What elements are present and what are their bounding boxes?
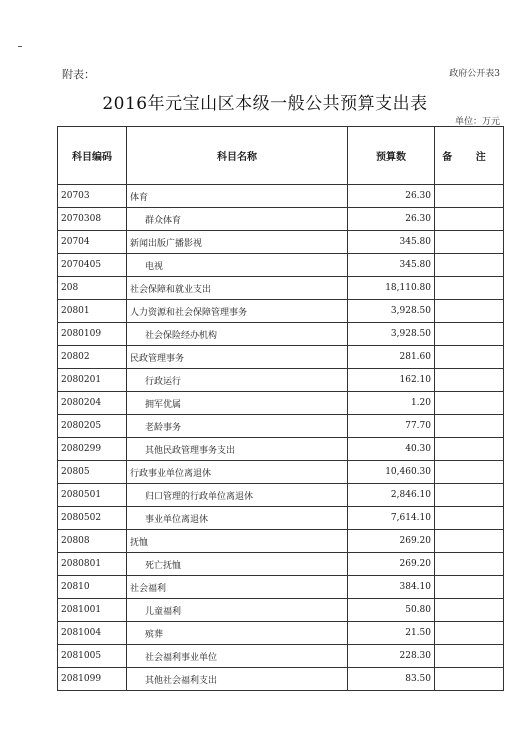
table-row [58, 415, 504, 438]
note-cell [435, 185, 504, 208]
code-cell: 2080201 [58, 369, 127, 392]
name-cell: 民政管理事务 [127, 346, 348, 369]
amount-cell: 77.70 [348, 415, 435, 438]
amount-cell: 40.30 [348, 438, 435, 461]
name-cell: 电视 [127, 254, 348, 277]
code-cell: 2081001 [58, 599, 127, 622]
table-row [58, 553, 504, 576]
note-cell [435, 553, 504, 576]
code-cell: 2081099 [58, 668, 127, 691]
amount-cell: 21.50 [348, 622, 435, 645]
name-cell: 事业单位离退休 [127, 507, 348, 530]
code-cell: 20810 [58, 576, 127, 599]
table-row [58, 277, 504, 300]
table-row [58, 622, 504, 645]
note-cell [435, 484, 504, 507]
table-row [58, 392, 504, 415]
amount-cell: 18,110.80 [348, 277, 435, 300]
code-cell: 2081004 [58, 622, 127, 645]
column-header-note: 备 注 [435, 127, 504, 185]
code-cell: 20802 [58, 346, 127, 369]
table-row [58, 530, 504, 553]
amount-cell: 26.30 [348, 208, 435, 231]
code-cell: 20703 [58, 185, 127, 208]
name-cell: 社会福利事业单位 [127, 645, 348, 668]
note-cell [435, 530, 504, 553]
table-number: 政府公开表3 [449, 69, 500, 79]
name-cell: 新闻出版广播影视 [127, 231, 348, 254]
amount-cell: 10,460.30 [348, 461, 435, 484]
code-cell: 20801 [58, 300, 127, 323]
amount-cell: 3,928.50 [348, 300, 435, 323]
name-cell: 群众体育 [127, 208, 348, 231]
table-row [58, 668, 504, 691]
name-cell: 死亡抚恤 [127, 553, 348, 576]
name-cell: 老龄事务 [127, 415, 348, 438]
note-cell [435, 346, 504, 369]
name-cell: 社会福利 [127, 576, 348, 599]
table-row [58, 300, 504, 323]
unit-label: 单位：万元 [454, 117, 500, 127]
amount-cell: 3,928.50 [348, 323, 435, 346]
name-cell: 儿童福利 [127, 599, 348, 622]
code-cell: 2081005 [58, 645, 127, 668]
table-row [58, 346, 504, 369]
amount-cell: 50.80 [348, 599, 435, 622]
table-row [58, 254, 504, 277]
table-header-row [58, 127, 504, 185]
note-cell [435, 507, 504, 530]
name-cell: 行政事业单位离退休 [127, 461, 348, 484]
table-row [58, 599, 504, 622]
note-cell [435, 208, 504, 231]
amount-cell: 345.80 [348, 231, 435, 254]
column-header-code: 科目编码 [58, 127, 127, 185]
amount-cell: 281.60 [348, 346, 435, 369]
note-cell [435, 461, 504, 484]
table-row [58, 208, 504, 231]
code-cell: 2080801 [58, 553, 127, 576]
code-cell: 20704 [58, 231, 127, 254]
code-cell: 2080501 [58, 484, 127, 507]
name-cell: 抚恤 [127, 530, 348, 553]
amount-cell: 384.10 [348, 576, 435, 599]
amount-cell: 269.20 [348, 553, 435, 576]
note-cell [435, 392, 504, 415]
name-cell: 行政运行 [127, 369, 348, 392]
note-cell [435, 323, 504, 346]
amount-cell: 1.20 [348, 392, 435, 415]
amount-cell: 83.50 [348, 668, 435, 691]
note-cell [435, 277, 504, 300]
table-row [58, 231, 504, 254]
name-cell: 其他民政管理事务支出 [127, 438, 348, 461]
code-cell: 2070308 [58, 208, 127, 231]
code-cell: 2080299 [58, 438, 127, 461]
amount-cell: 2,846.10 [348, 484, 435, 507]
code-cell: 2080205 [58, 415, 127, 438]
code-cell: 20805 [58, 461, 127, 484]
amount-cell: 269.20 [348, 530, 435, 553]
table-row [58, 507, 504, 530]
name-cell: 拥军优属 [127, 392, 348, 415]
name-cell: 社会保险经办机构 [127, 323, 348, 346]
amount-cell: 26.30 [348, 185, 435, 208]
page-title: 2016年元宝山区本级一般公共预算支出表 [102, 94, 428, 114]
note-cell [435, 369, 504, 392]
table-row [58, 185, 504, 208]
name-cell: 其他社会福利支出 [127, 668, 348, 691]
name-cell: 体育 [127, 185, 348, 208]
note-cell [435, 254, 504, 277]
column-header-amount: 预算数 [348, 127, 435, 185]
amount-cell: 7,614.10 [348, 507, 435, 530]
name-cell: 归口管理的行政单位离退休 [127, 484, 348, 507]
attachment-label: 附表： [62, 68, 95, 81]
table-body [58, 185, 504, 691]
code-cell: 2080109 [58, 323, 127, 346]
note-cell [435, 645, 504, 668]
table-row [58, 323, 504, 346]
note-cell [435, 231, 504, 254]
table-row [58, 576, 504, 599]
scan-mark [18, 46, 22, 47]
column-header-name: 科目名称 [127, 127, 348, 185]
table-row [58, 645, 504, 668]
table-row [58, 484, 504, 507]
note-cell [435, 622, 504, 645]
note-cell [435, 668, 504, 691]
budget-table [57, 126, 504, 691]
note-cell [435, 599, 504, 622]
amount-cell: 228.30 [348, 645, 435, 668]
code-cell: 2080204 [58, 392, 127, 415]
table-row [58, 369, 504, 392]
code-cell: 20808 [58, 530, 127, 553]
note-cell [435, 576, 504, 599]
note-cell [435, 300, 504, 323]
code-cell: 208 [58, 277, 127, 300]
name-cell: 社会保障和就业支出 [127, 277, 348, 300]
note-cell [435, 415, 504, 438]
name-cell: 人力资源和社会保障管理事务 [127, 300, 348, 323]
code-cell: 2070405 [58, 254, 127, 277]
table-row [58, 461, 504, 484]
name-cell: 殡葬 [127, 622, 348, 645]
note-cell [435, 438, 504, 461]
amount-cell: 345.80 [348, 254, 435, 277]
code-cell: 2080502 [58, 507, 127, 530]
table-row [58, 438, 504, 461]
amount-cell: 162.10 [348, 369, 435, 392]
